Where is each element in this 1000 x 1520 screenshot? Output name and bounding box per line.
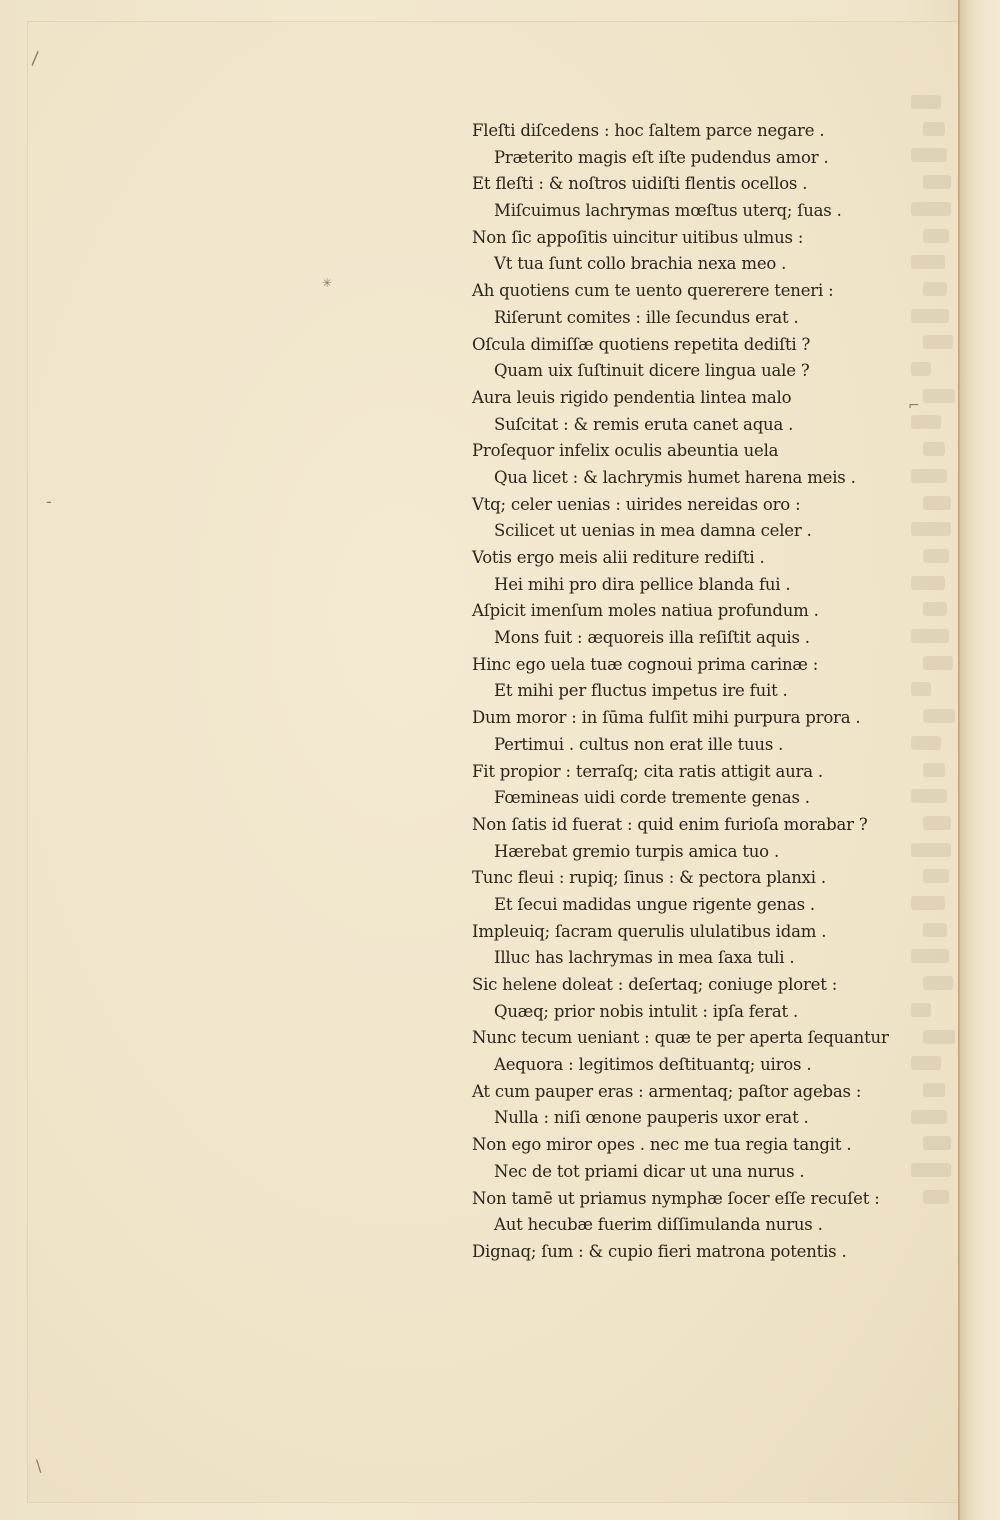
verse-line: Ah quotiens cum te uento quererere teneri : — [472, 281, 834, 301]
verse-line: Proſequor infelix oculis abeuntia uela — [472, 441, 779, 461]
verse-line: Fit propior : terraſq; cita ratis attigit aura . — [472, 761, 823, 781]
verse-line: Scilicet ut uenias in mea damna celer . — [494, 521, 812, 541]
facing-page-edge — [960, 0, 1000, 1520]
verse-line: Miſcuimus lachrymas mœſtus uterq; ſuas . — [494, 201, 842, 221]
verse-line: Quæq; prior nobis intulit : ipſa ferat . — [494, 1001, 799, 1021]
show-through-line — [911, 736, 941, 750]
show-through-line — [923, 549, 949, 563]
verse-line: Hei mihi pro dira pellice blanda fui . — [494, 574, 791, 594]
verse-line: Oſcula dimiſſæ quotiens repetita dediſti ? — [472, 334, 811, 354]
show-through-line — [911, 896, 945, 910]
show-through-line — [911, 1003, 931, 1017]
verse-line: Pertimui . cultus non erat ille tuus . — [494, 734, 784, 754]
verse-line: Suſcitat : & remis eruta canet aqua . — [494, 414, 794, 434]
verse-line: Qua licet : & lachrymis humet harena meis . — [494, 467, 856, 487]
verse-line: Vt tua ſunt collo brachia nexa meo . — [494, 254, 787, 274]
show-through-line — [911, 1110, 947, 1124]
verse-line: Hærebat gremio turpis amica tuo . — [494, 841, 780, 861]
verse-line: Non ego miror opes . nec me tua regia tangit . — [472, 1135, 852, 1155]
verse-line: Dignaq; ſum : & cupio fieri matrona potentis . — [472, 1241, 847, 1261]
margin-mark-right: ⌐ — [908, 398, 920, 414]
show-through-line — [911, 415, 941, 429]
verse-line: Nunc tecum ueniant : quæ te per aperta ſequantur — [472, 1028, 889, 1048]
verse-line: Vtq; celer uenias : uirides nereidas oro : — [472, 494, 801, 514]
show-through-line — [911, 629, 949, 643]
show-through-line — [923, 1030, 955, 1044]
show-through-line — [911, 255, 945, 269]
verse-line: Aequora : legitimos deſtituantq; uiros . — [494, 1055, 812, 1075]
verse-line: Non ſatis id fuerat : quid enim furioſa morabar ? — [472, 814, 868, 834]
show-through-line — [911, 469, 947, 483]
show-through-line — [923, 389, 955, 403]
show-through-line — [923, 1190, 949, 1204]
show-through-line — [911, 202, 951, 216]
show-through-line — [923, 869, 949, 883]
show-through-line — [911, 949, 949, 963]
show-through-line — [923, 1083, 945, 1097]
verse-line: Dum moror : in ſūma fulſit mihi purpura prora . — [472, 708, 861, 728]
show-through-line — [923, 442, 945, 456]
verse-text-block — [472, 118, 889, 1266]
show-through-line — [923, 976, 953, 990]
verse-line: Quam uix ſuſtinuit dicere lingua uale ? — [494, 361, 810, 381]
show-through-line — [923, 122, 945, 136]
show-through-line — [923, 656, 953, 670]
show-through-line — [923, 175, 951, 189]
show-through-text — [905, 95, 965, 1215]
verse-line: Aut hecubæ fuerim diſſimulanda nurus . — [494, 1215, 823, 1235]
verse-line: Riſerunt comites : ille ſecundus erat . — [494, 307, 799, 327]
show-through-line — [923, 335, 953, 349]
corner-mark-bottom: \ — [36, 1456, 42, 1475]
verse-line: At cum pauper eras : armentaq; paſtor agebas : — [472, 1081, 862, 1101]
verse-line: Et ſecui madidas ungue rigente genas . — [494, 894, 815, 914]
show-through-line — [911, 843, 951, 857]
show-through-line — [911, 576, 945, 590]
show-through-line — [923, 496, 951, 510]
verse-line: Tunc fleui : rupiq; ſinus : & pectora planxi . — [472, 868, 826, 888]
show-through-line — [911, 1056, 941, 1070]
verse-line: Mons fuit : æquoreis illa reſiſtit aquis . — [494, 628, 810, 648]
show-through-line — [911, 789, 947, 803]
verse-line: Illuc has lachrymas in mea ſaxa tuli . — [494, 948, 795, 968]
verse-line: Aura leuis rigido pendentia lintea malo — [472, 387, 792, 407]
verse-line: Aſpicit imenſum moles natiua profundum . — [472, 601, 819, 621]
show-through-line — [911, 362, 931, 376]
verse-line: Et fleſti : & noſtros uidiſti flentis ocellos . — [472, 174, 808, 194]
show-through-line — [923, 816, 951, 830]
verse-line: Non ſic appoſitis uincitur uitibus ulmus : — [472, 227, 804, 247]
verse-line: Non tamē ut priamus nymphæ ſocer eſſe recuſet : — [472, 1188, 880, 1208]
verse-line: Fœmineas uidi corde tremente genas . — [494, 788, 810, 808]
show-through-line — [911, 95, 941, 109]
verse-line: Sic helene doleat : deſertaq; coniuge ploret : — [472, 975, 838, 994]
show-through-line — [911, 1163, 951, 1177]
verse-line: Præterito magis eſt iſte pudendus amor . — [494, 147, 829, 167]
show-through-line — [923, 229, 949, 243]
verse-line: Votis ergo meis alii rediture rediſti . — [472, 548, 765, 567]
show-through-line — [911, 309, 949, 323]
corner-mark: \ — [25, 48, 45, 69]
verse-line: Hinc ego uela tuæ cognoui prima carinæ : — [472, 654, 819, 674]
verse-line: Nec de tot priami dicar ut una nurus . — [494, 1161, 805, 1181]
show-through-line — [923, 1136, 951, 1150]
show-through-line — [911, 682, 931, 696]
show-through-line — [911, 522, 951, 536]
verse-line: Et mihi per fluctus impetus ire fuit . — [494, 681, 788, 701]
show-through-line — [923, 282, 947, 296]
show-through-line — [923, 923, 947, 937]
verse-line: Fleſti diſcedens : hoc ſaltem parce negare . — [472, 121, 825, 140]
margin-mark: - — [46, 492, 52, 511]
show-through-line — [923, 602, 947, 616]
show-through-line — [923, 709, 955, 723]
verse-line: Nulla : niſi œnone pauperis uxor erat . — [494, 1108, 809, 1128]
ink-speck: ✳ — [322, 276, 333, 290]
show-through-line — [923, 763, 945, 777]
show-through-line — [911, 148, 947, 162]
verse-line: Impleuiq; ſacram querulis ululatibus idam . — [472, 921, 827, 941]
